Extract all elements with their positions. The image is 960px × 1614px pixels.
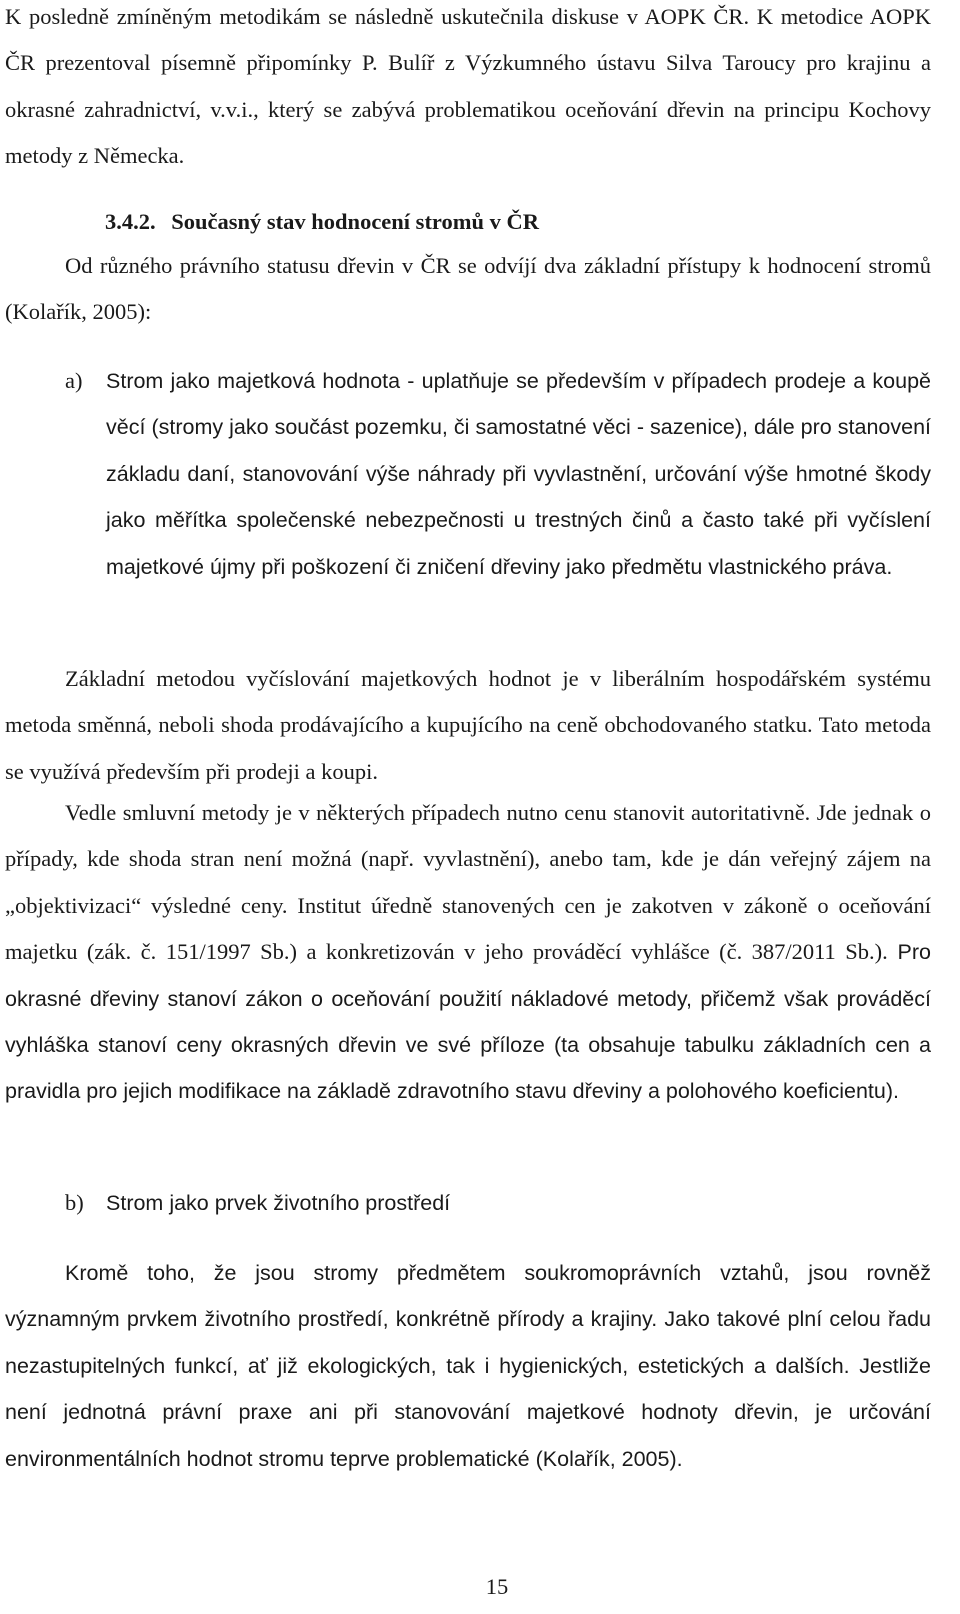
paragraph-2 (5, 790, 931, 1115)
list-item-b-text: Strom jako prvek životního prostředí (106, 1191, 451, 1215)
paragraph-3: Kromě toho, že jsou stromy předmětem soukromoprávních vztahů, jsou rovněž významným prvkem životního prostředí, konkrétně přírody a krajiny. Jako takové plní celou řadu nezastupitelných funkcí, ať již ekologických, tak i hygienických, estetických a dalších. Jestliže není jednotná právní praxe ani při stanovování majetkové hodnoty dřevin, je určování environmentálních hodnot stromu teprve problematické (Kolařík, 2005). (5, 1261, 931, 1471)
section-heading (105, 202, 539, 242)
list-item-a-text: Strom jako majetková hodnota - uplatňuje se především v případech prodeje a koupě věcí (stromy jako součást pozemku, či samostatné věci - sazenice), dále pro stanovení základu daní, stanovování výše náhrady při vyvlastnění, určování výše hmotné škody jako měřítka společenské nebezpečnosti u trestných činů a často také při vyčíslení majetkové újmy při poškození či zničení dřeviny jako předmětu vlastnického práva. (106, 369, 931, 579)
list-item-a (65, 358, 931, 590)
list-item-b (65, 1180, 931, 1226)
intro-paragraph: K posledně zmíněným metodikám se následně uskutečnila diskuse v AOPK ČR. K metodice AOPK ČR prezentoval písemně připomínky P. Bulíř z Výzkumného ústavu Silva Taroucy pro krajinu a okrasné zahradnictví, v.v.i., který se zabývá problematikou oceňování dřevin na principu Kochovy metody z Německa. (5, 4, 931, 169)
list-marker-b: b) (65, 1190, 84, 1215)
paragraph-2-serif-text: Vedle smluvní metody je v některých případech nutno cenu stanovit autoritativně. Jde jednak o případy, kde shoda stran není možná (např. vyvlastnění), anebo tam, kde je dán veřejný zájem na „objektivizaci“ výsledné ceny. Institut úředně stanovených cen je zakotven v zákoně o oceňování majetku (zák. č. 151/1997 Sb.) a konkretizován v jeho prováděcí vyhlášce (č. 387/2011 Sb.). (5, 800, 931, 965)
list-marker-a: a) (65, 368, 83, 393)
paragraph-1: Základní metodou vyčíslování majetkových hodnot je v liberálním hospodářském systému metoda směnná, neboli shoda prodávajícího a kupujícího na ceně obchodovaného statku. Tato metoda se využívá především při prodeji a koupi. (5, 666, 931, 784)
paragraph-2-sans-text: Pro okrasné dřeviny stanoví zákon o oceňování použití nákladové metody, přičemž však prováděcí vyhláška stanoví ceny okrasných dřevin ve své příloze (ta obsahuje tabulku základních cen a pravidla pro jejich modifikace na základě zdravotního stavu dřeviny a polohového koeficientu). (5, 940, 931, 1104)
page-number: 15 (485, 1574, 509, 1599)
section-title: Současný stav hodnocení stromů v ČR (171, 209, 540, 234)
section-number: 3.4.2. (105, 209, 156, 234)
section-intro-paragraph: Od různého právního statusu dřevin v ČR se odvíjí dva základní přístupy k hodnocení stromů (Kolařík, 2005): (5, 253, 931, 325)
